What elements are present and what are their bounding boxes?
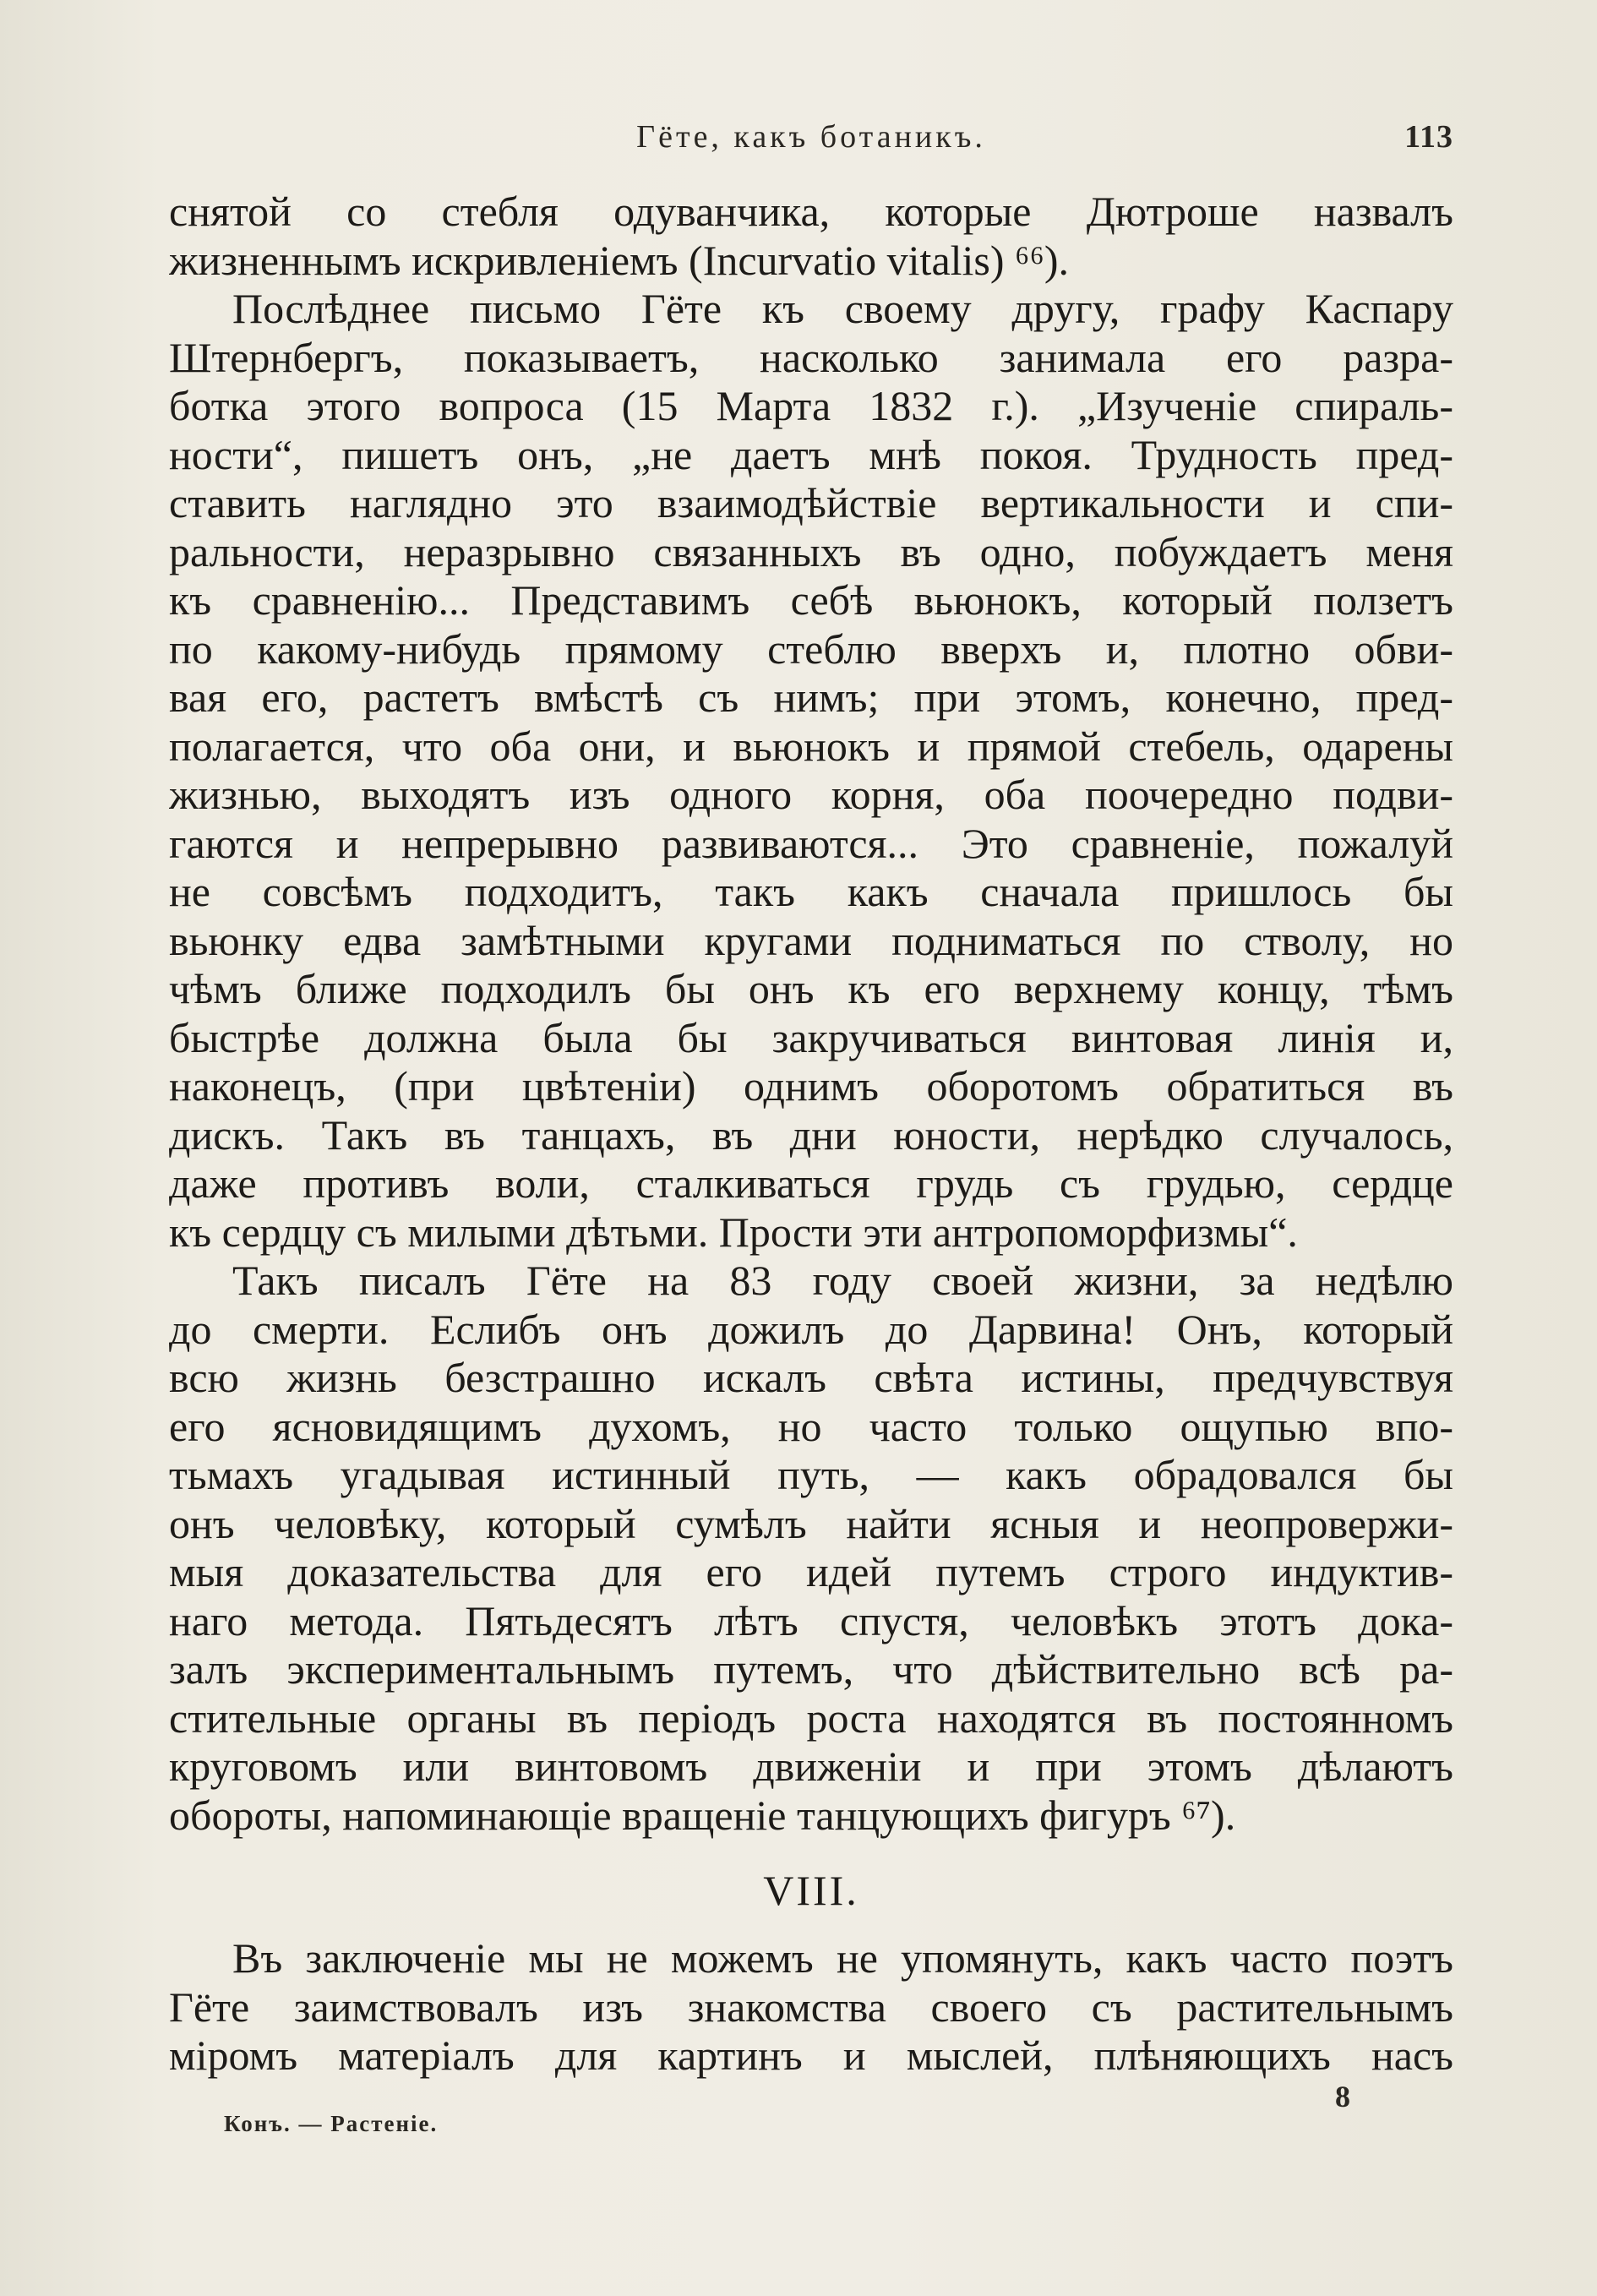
text-line: быстрѣе должна была бы закручиваться винтовая линія и, (169, 1013, 1453, 1061)
text-line: не совсѣмъ подходитъ, такъ какъ сначала пришлось бы (169, 868, 1453, 915)
text-line: міромъ матеріалъ для картинъ и мыслей, плѣняющихъ насъ (169, 2031, 1453, 2079)
paragraph-section-viii (169, 1934, 1453, 2081)
text-line: всю жизнь безстрашно искалъ свѣта истины, предчувствуя (169, 1354, 1453, 1401)
text-line: ботка этого вопроса (15 Марта 1832 г.). „Изученіе спираль- (169, 382, 1453, 429)
printer-signature: Конъ. — Растеніе. (224, 2111, 439, 2136)
text-line: Гёте заимствовалъ изъ знакомства своего съ растительнымъ (169, 1982, 1453, 2031)
text-line: вая его, растетъ вмѣстѣ съ нимъ; при этомъ, конечно, пред- (169, 674, 1453, 721)
paragraph-continuation (169, 188, 1453, 285)
text-line: его ясновидящимъ духомъ, но часто только ощупью впо- (169, 1402, 1453, 1450)
text-line: стительные органы въ періодъ роста находятся въ постоянномъ (169, 1693, 1453, 1742)
text-line: ставить наглядно это взаимодѣйствіе вертикальности и спи- (169, 479, 1453, 526)
text-line: мыя доказательства для его идей путемъ строго индуктив- (169, 1548, 1453, 1595)
body-text (169, 188, 1453, 2081)
text-line: даже противъ воли, сталкиваться грудь съ грудью, сердце (169, 1159, 1453, 1207)
text-line: Въ заключеніе мы не можемъ не упомянуть, какъ часто поэтъ (232, 1934, 1453, 1982)
sheet-signature-number: 8 (1335, 2080, 1350, 2113)
text-line: чѣмъ ближе подходилъ бы онъ къ его верхнему концу, тѣмъ (169, 965, 1453, 1012)
text-line: къ сравненію... Представимъ себѣ вьюнокъ, который ползетъ (169, 576, 1453, 624)
text-line: Штернбергъ, показываетъ, насколько занимала его разра- (169, 333, 1453, 381)
text-line: снятой со стебля одуванчика, которые Дютроше назвалъ (169, 188, 1453, 235)
section-heading: VIII. (763, 1867, 859, 1914)
text-line: тьмахъ угадывая истинный путь, — какъ обрадовался бы (169, 1451, 1453, 1498)
page-header (169, 118, 1453, 169)
text-line: ральности, неразрывно связанныхъ въ одно, побуждаетъ меня (169, 527, 1453, 575)
text-line: жизненнымъ искривленіемъ (Incurvatio vitalis) ⁶⁶). (169, 236, 1070, 284)
text-line: дискъ. Такъ въ танцахъ, въ дни юности, нерѣдко случалось, (169, 1110, 1453, 1159)
text-line: круговомъ или винтовомъ движеніи и при этомъ дѣлаютъ (169, 1742, 1453, 1790)
text-line: по какому-нибудь прямому стеблю вверхъ и, плотно обви- (169, 624, 1453, 673)
page-number: 113 (1404, 119, 1453, 155)
text-line: наконецъ, (при цвѣтеніи) однимъ оборотомъ обратиться въ (169, 1062, 1453, 1110)
text-line: залъ экспериментальнымъ путемъ, что дѣйствительно всѣ ра- (169, 1645, 1453, 1693)
text-line: къ сердцу съ милыми дѣтьми. Прости эти антропоморфизмы“. (169, 1208, 1298, 1256)
text-line: ности“, пишетъ онъ, „не даетъ мнѣ покоя. Трудность пред- (169, 430, 1453, 478)
text-line: Такъ писалъ Гёте на 83 году своей жизни, за недѣлю (232, 1257, 1453, 1304)
running-title: Гёте, какъ ботаникъ. (636, 119, 986, 155)
paragraph-letter (169, 285, 1453, 1257)
text-line: вьюнку едва замѣтными кругами подниматься по стволу, но (169, 916, 1453, 964)
text-line: жизнью, выходятъ изъ одного корня, оба поочередно подви- (169, 771, 1453, 818)
text-line: онъ человѣку, который сумѣлъ найти ясныя и неопровержи- (169, 1499, 1453, 1547)
text-line: обороты, напоминающіе вращеніе танцующихъ фигуръ ⁶⁷). (169, 1791, 1236, 1839)
text-line: гаются и непрерывно развиваются... Это сравненіе, пожалуй (169, 819, 1453, 867)
page-footer (169, 2079, 1453, 2138)
text-line: до смерти. Еслибъ онъ дожилъ до Дарвина! Онъ, который (169, 1305, 1453, 1353)
text-line: наго метода. Пятьдесятъ лѣтъ спустя, человѣкъ этотъ дока- (169, 1596, 1453, 1644)
text-line: полагается, что оба они, и вьюнокъ и прямой стебель, одарены (169, 722, 1453, 770)
paragraph-darwin (169, 1257, 1453, 1840)
text-line: Послѣднее письмо Гёте къ своему другу, графу Каспару (232, 285, 1453, 332)
